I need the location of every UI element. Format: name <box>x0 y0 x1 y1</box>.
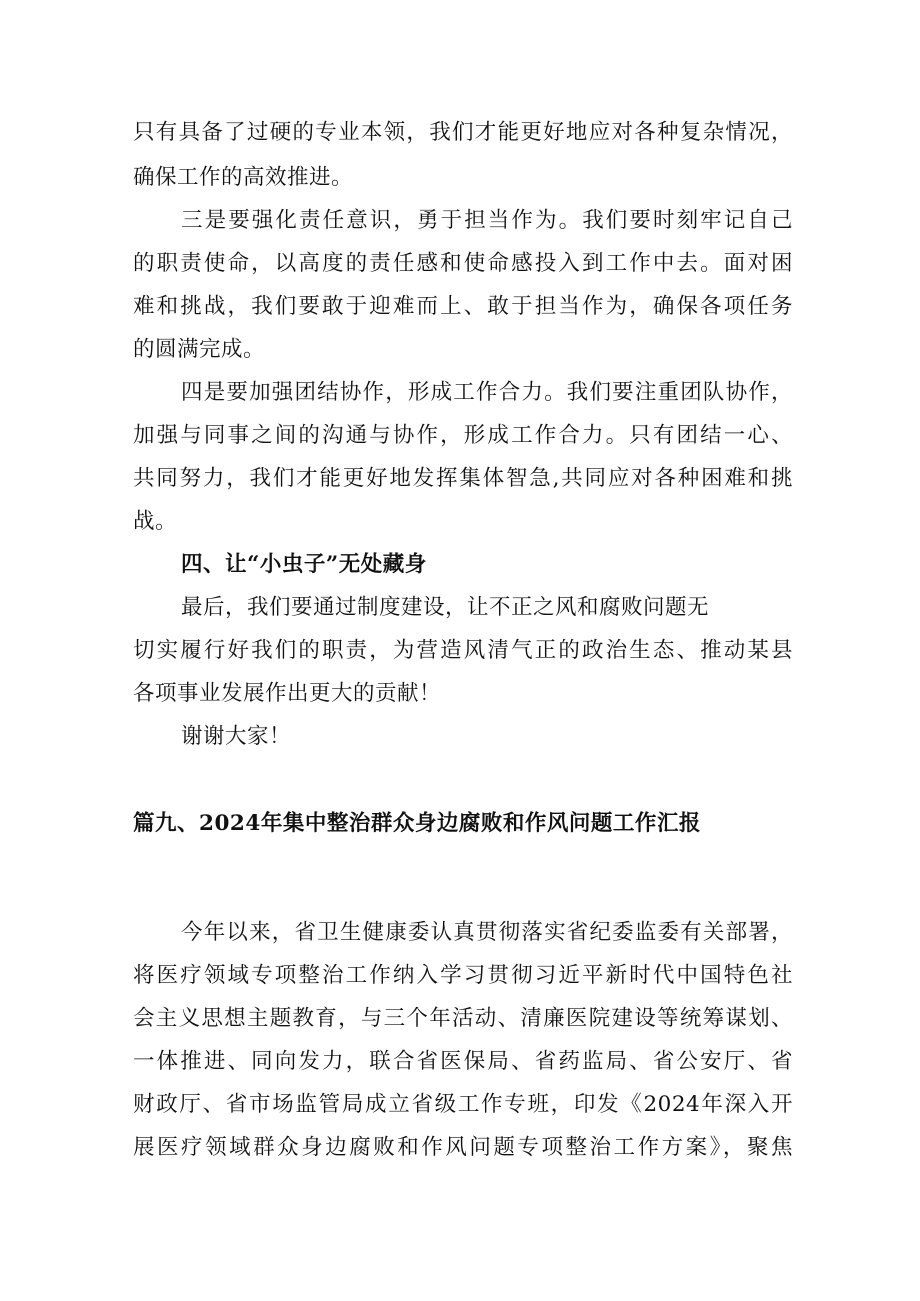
paragraph-line: 切实履行好我们的职责，为营造风清气正的政治生态、推动某县 <box>133 638 793 663</box>
paragraph-line: 最后，我们要通过制度建设，让不正之风和腐败问题无 <box>181 595 710 620</box>
paragraph-line: 会主义思想主题教育，与三个年活动、清廉医院建设等统筹谋划、 <box>133 1006 793 1031</box>
paragraph-line: 一体推进、同向发力，联合省医保局、省药监局、省公安厅、省 <box>133 1049 793 1074</box>
paragraph-line: 谢谢大家！ <box>181 724 292 749</box>
paragraph-line: 各项事业发展作出更大的贡献！ <box>133 681 442 706</box>
paragraph-line: 今年以来，省卫生健康委认真贯彻落实省纪委监委有关部署， <box>181 920 793 945</box>
paragraph-line: 战。 <box>133 509 178 534</box>
paragraph-line: 的圆满完成。 <box>133 337 266 362</box>
paragraph-line: 四是要加强团结协作，形成工作合力。我们要注重团队协作， <box>181 380 793 405</box>
paragraph-line: 共同努力，我们才能更好地发挥集体智急,共同应对各种困难和挑 <box>133 466 793 491</box>
paragraph-line: 三是要强化责任意识，勇于担当作为。我们要时刻牢记自己 <box>181 208 793 233</box>
paragraph-line: 难和挑战，我们要敢于迎难而上、敢于担当作为，确保各项任务 <box>133 294 793 319</box>
paragraph-line: 加强与同事之间的沟通与协作，形成工作合力。只有团结一心、 <box>133 423 793 448</box>
paragraph-line: 展医疗领域群众身边腐败和作风问题专项整治工作方案》，聚焦 <box>133 1135 793 1160</box>
section-heading: 四、让“小虫子”无处藏身 <box>181 552 427 577</box>
paragraph-line: 确保工作的高效推进。 <box>133 165 354 190</box>
paragraph-line: 将医疗领域专项整治工作纳入学习贯彻习近平新时代中国特色社 <box>133 963 793 988</box>
article-title: 篇九、2024年集中整治群众身边腐败和作风问题工作汇报 <box>133 811 701 836</box>
paragraph-line: 的职责使命，以高度的责任感和使命感投入到工作中去。面对困 <box>133 251 793 276</box>
paragraph-line: 财政厅、省市场监管局成立省级工作专班，印发《2024年深入开 <box>133 1092 793 1117</box>
paragraph-line: 只有具备了过硬的专业本领，我们才能更好地应对各种复杂情况， <box>133 120 793 145</box>
